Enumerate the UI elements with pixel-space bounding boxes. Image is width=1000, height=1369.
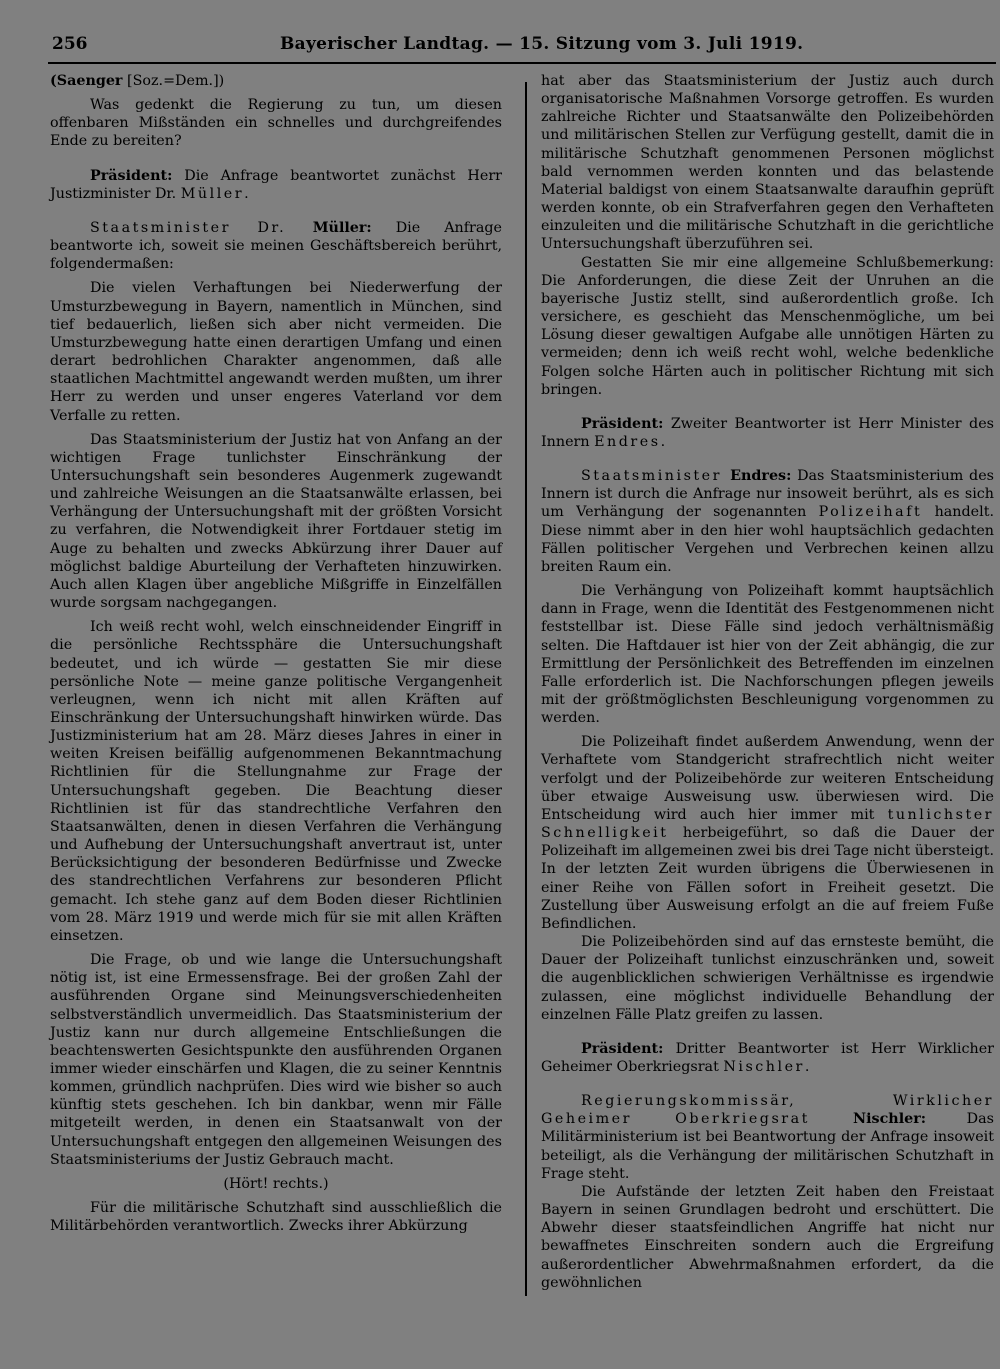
paragraph: Die Polizeihaft findet außerdem Anwendung, wenn der Verhaftete vom Standgericht strafrechtlich nicht weiter verfolgt und der Polizeibehörde zur weiteren Entscheidung über etwaige Ausweisung usw. überwiesen wird. Die Entscheidung wird auch hier immer mit tunlichster Schnelligkeit herbeigeführt, so daß die Dauer der Polizeihaft im allgemeinen zwei bis drei Tage nicht übersteigt. In der letzten Zeit wurden übrigens die Überwiesenen in einer Reihe von Fällen sofort in Freiheit gesetzt. Die Zustellung über Ausweisung erfolgt an die auf freiem Fuße Befindlichen. (541, 734, 994, 932)
paragraph: Staatsminister Endres: Das Staatsministerium des Innern ist durch die Anfrage nur insoweit berührt, als es sich um Verhängung der sogenannten Polizeihaft handelt. Diese nimmt aber in den hier wohl hauptsächlich gedachten Fällen politischer Vergehen und Verbrechen keinen allzu breiten Raum ein. (541, 468, 994, 575)
column-divider (525, 82, 527, 1296)
speaker-party: [Soz.=Dem.]) (122, 73, 225, 89)
speaker-title: Staatsminister (581, 468, 731, 485)
speaker-line (50, 72, 502, 90)
paragraph: Die Polizeibehörden sind auf das ernsteste bemüht, die Dauer der Polizeihaft tunlichst einzuschränken und, soweit die augenblicklichen schwierigen Verhältnisse es irgendwie zulassen, eine möglichst individuelle Behandlung der einzelnen Fälle Platz greifen zu lassen. (541, 934, 994, 1023)
left-column (50, 72, 502, 1235)
speaker-name: Endres: (730, 468, 792, 485)
paragraph: Ich weiß recht wohl, welch einschneidender Eingriff in die persönliche Rechtssphäre die Untersuchungshaft bedeutet, und ich würde — gestatten Sie mir diese persönliche Note — meine ganze politische Vergangenheit verleugnen, wenn ich nicht mit allen Kräften auf Einschränkung der Untersuchungshaft hinwirken würde. Das Justizministerium hat am 28. März dieses Jahres in einer in weiten Kreisen beifällig aufgenommenen Bekanntmachung Richtlinien für die Stellungnahme zur Frage der Untersuchungshaft gegeben. Die Beachtung dieser Richtlinien ist für das standrechtliche Verfahren den Staatsanwälten, denen in diesen Verfahren die Verhängung und Aufhebung der Untersuchungshaft anvertraut ist, unter Berücksichtigung der besonderen Bedürfnisse und Zwecke des standrechtlichen Verfahrens zur besonderen Pflicht gemacht. Ich stehe ganz auf dem Boden dieser Richtlinien vom 28. März 1919 und werde mich für sie mit allen Kräften einsetzen. (50, 619, 502, 944)
paragraph: Regierungskommissär, Wirklicher Geheimer Oberkriegsrat Nischler: Das Militärministerium ist bei Beantwortung der Anfrage insoweit beteiligt, als die Verhängung der militärischen Schutzhaft in Frage steht. (541, 1093, 995, 1182)
paragraph: Die vielen Verhaftungen bei Niederwerfung der Umsturzbewegung in Bayern, namentlich in München, sind tief bedauerlich, ließen sich aber nicht vermeiden. Die Umsturzbewegung hatte einen derartigen Umfang und einen derart bedrohlichen Charakter angenommen, daß alle staatlichen Machtmittel angewandt werden mußten, um ihrer Herr zu werden und unser engeres Vaterland vor dem Verfalle zu retten. (50, 280, 502, 424)
person-name: Nischler (723, 1058, 805, 1075)
paragraph: Was gedenkt die Regierung zu tun, um diesen offenbaren Mißständen ein schnelles und durchgreifendes Ende zu bereiten? (50, 97, 502, 150)
paragraph: Präsident: Zweiter Beantworter ist Herr Minister des Innern Endres. (541, 415, 994, 450)
paragraph: hat aber das Staatsministerium der Justiz auch durch organisatorische Maßnahmen Vorsorge getroffen. Es wurden zahlreiche Richter und Staatsanwälte den Polizeibehörden und militärischen Stellen zur Verfügung gestellt, damit die in militärische Schutzhaft genommenen Personen möglichst bald vernommen werden konnten und das belastende Material baldigst von einem Staatsanwalte daraufhin geprüft werden konnte, ob ein Strafverfahren gegen den Verhafteten einzuleiten und die militärische Schutzhaft in die gerichtliche Untersuchungshaft überzuführen sei. (541, 73, 994, 253)
emphasized-term: Polizeihaft (818, 504, 923, 521)
person-name: Müller (180, 185, 245, 202)
paragraph: Staatsminister Dr. Müller: Die Anfrage beantworte ich, soweit sie meinen Geschäftsbereich berührt, folgendermaßen: (50, 219, 502, 273)
right-column (541, 72, 994, 1292)
speaker-name: Präsident: (90, 167, 173, 184)
paragraph: Die Aufstände der letzten Zeit haben den Freistaat Bayern in seinen Grundlagen bedroht und erschüttert. Die Abwehr dieser staatsfeindlichen Angriffe hat nicht nur bewaffnetes Einschreiten sondern auch die Ergreifung außerordentlicher Abwehrmaßnahmen erfordert, da die gewöhnlichen (541, 1183, 994, 1291)
paragraph: Gestatten Sie mir eine allgemeine Schlußbemerkung: Die Anforderungen, die diese Zeit der Unruhen an die bayerische Justiz stellt, sind außerordentlich große. Ich versichere, es geschieht das Menschenmögliche, um bei Lösung dieser gewaltigen Aufgabe alle unnötigen Härten zu vermeiden; denn ich weiß recht wohl, welche bedenkliche Folgen solche Härten auch in politischer Richtung mit sich bringen. (541, 254, 994, 398)
page-number: 256 (52, 34, 88, 54)
page-header (48, 34, 996, 64)
speaker-name: Nischler: (853, 1111, 927, 1128)
paragraph: Präsident: Dritter Beantworter ist Herr Wirklicher Geheimer Oberkriegsrat Nischler. (541, 1040, 994, 1075)
speaker-name: Präsident: (581, 415, 664, 432)
speaker-title: Staatsminister Dr. (90, 219, 313, 236)
speaker-name: (Saenger (50, 73, 123, 89)
speaker-title: Regierungskommissär, Wirklicher Geheimer Oberkriegsrat (541, 1093, 994, 1128)
speaker-name: Müller: (312, 219, 372, 236)
paragraph: Das Staatsministerium der Justiz hat von Anfang an der wichtigen Frage tunlichster Einschränkung der Untersuchungshaft sein besonderes Augenmerk zugewandt und zahlreiche Weisungen an die Staatsanwälte erlassen, bei Verhängung der Untersuchungshaft mit der größten Vorsicht zu verfahren, die Notwendigkeit ihrer Fortdauer stetig im Auge zu behalten und zwecks Abkürzung ihrer Dauer auf möglichst baldige Aburteilung der Verhafteten hinzuwirken. Auch allen Klagen über angebliche Mißgriffe in Einzelfällen wurde sorgsam nachgegangen. (50, 431, 502, 612)
paragraph: Die Verhängung von Polizeihaft kommt hauptsächlich dann in Frage, wenn die Identität des Festgenommenen nicht feststellbar ist. Diese Fälle sind jedoch verhältnismäßig selten. Die Haftdauer ist hier von der Zeit abhängig, die zur Ermittlung der Persönlichkeit des Betreffenden im einzelnen Falle erforderlich ist. Die Nachforschungen pflegen jeweils mit der größtmöglichsten Beschleunigung vorgenommen zu werden. (541, 583, 994, 727)
paragraph: Präsident: Die Anfrage beantwortet zunächst Herr Justizminister Dr. Müller. (50, 167, 502, 202)
header-rule (48, 62, 996, 64)
paragraph: Für die militärische Schutzhaft sind ausschließlich die Militärbehörden verantwortlich. Zwecks ihrer Abkürzung (50, 1200, 502, 1235)
speaker-name: Präsident: (581, 1040, 664, 1057)
person-name: Endres (594, 433, 661, 450)
emphasized-term: tunlichster Schnelligkeit (541, 806, 994, 842)
interjection: (Hört! rechts.) (223, 1175, 329, 1192)
paragraph: Die Frage, ob und wie lange die Untersuchungshaft nötig ist, ist eine Ermessensfrage. Bei der großen Zahl der ausführenden Organe sind Meinungsverschiedenheiten selbstverständlich unvermeidlich. Das Staatsministerium der Justiz kann nur durch allgemeine Entschließungen die beachtenswerten Gesichtspunkte den ausführenden Organen immer wieder einschärfen und Klagen, die zu seiner Kenntnis kommen, gründlich nachprüfen. Dies wird wie bisher so auch künftig stets geschehen. Ich bin dankbar, wenn mir Fälle mitgeteilt werden, in denen ein Staatsanwalt von der Untersuchungshaft entgegen den allgemeinen Weisungen des Staatsministeriums der Justiz Gebrauch macht. (50, 952, 502, 1168)
running-title: Bayerischer Landtag. — 15. Sitzung vom 3. Juli 1919. (280, 34, 804, 54)
